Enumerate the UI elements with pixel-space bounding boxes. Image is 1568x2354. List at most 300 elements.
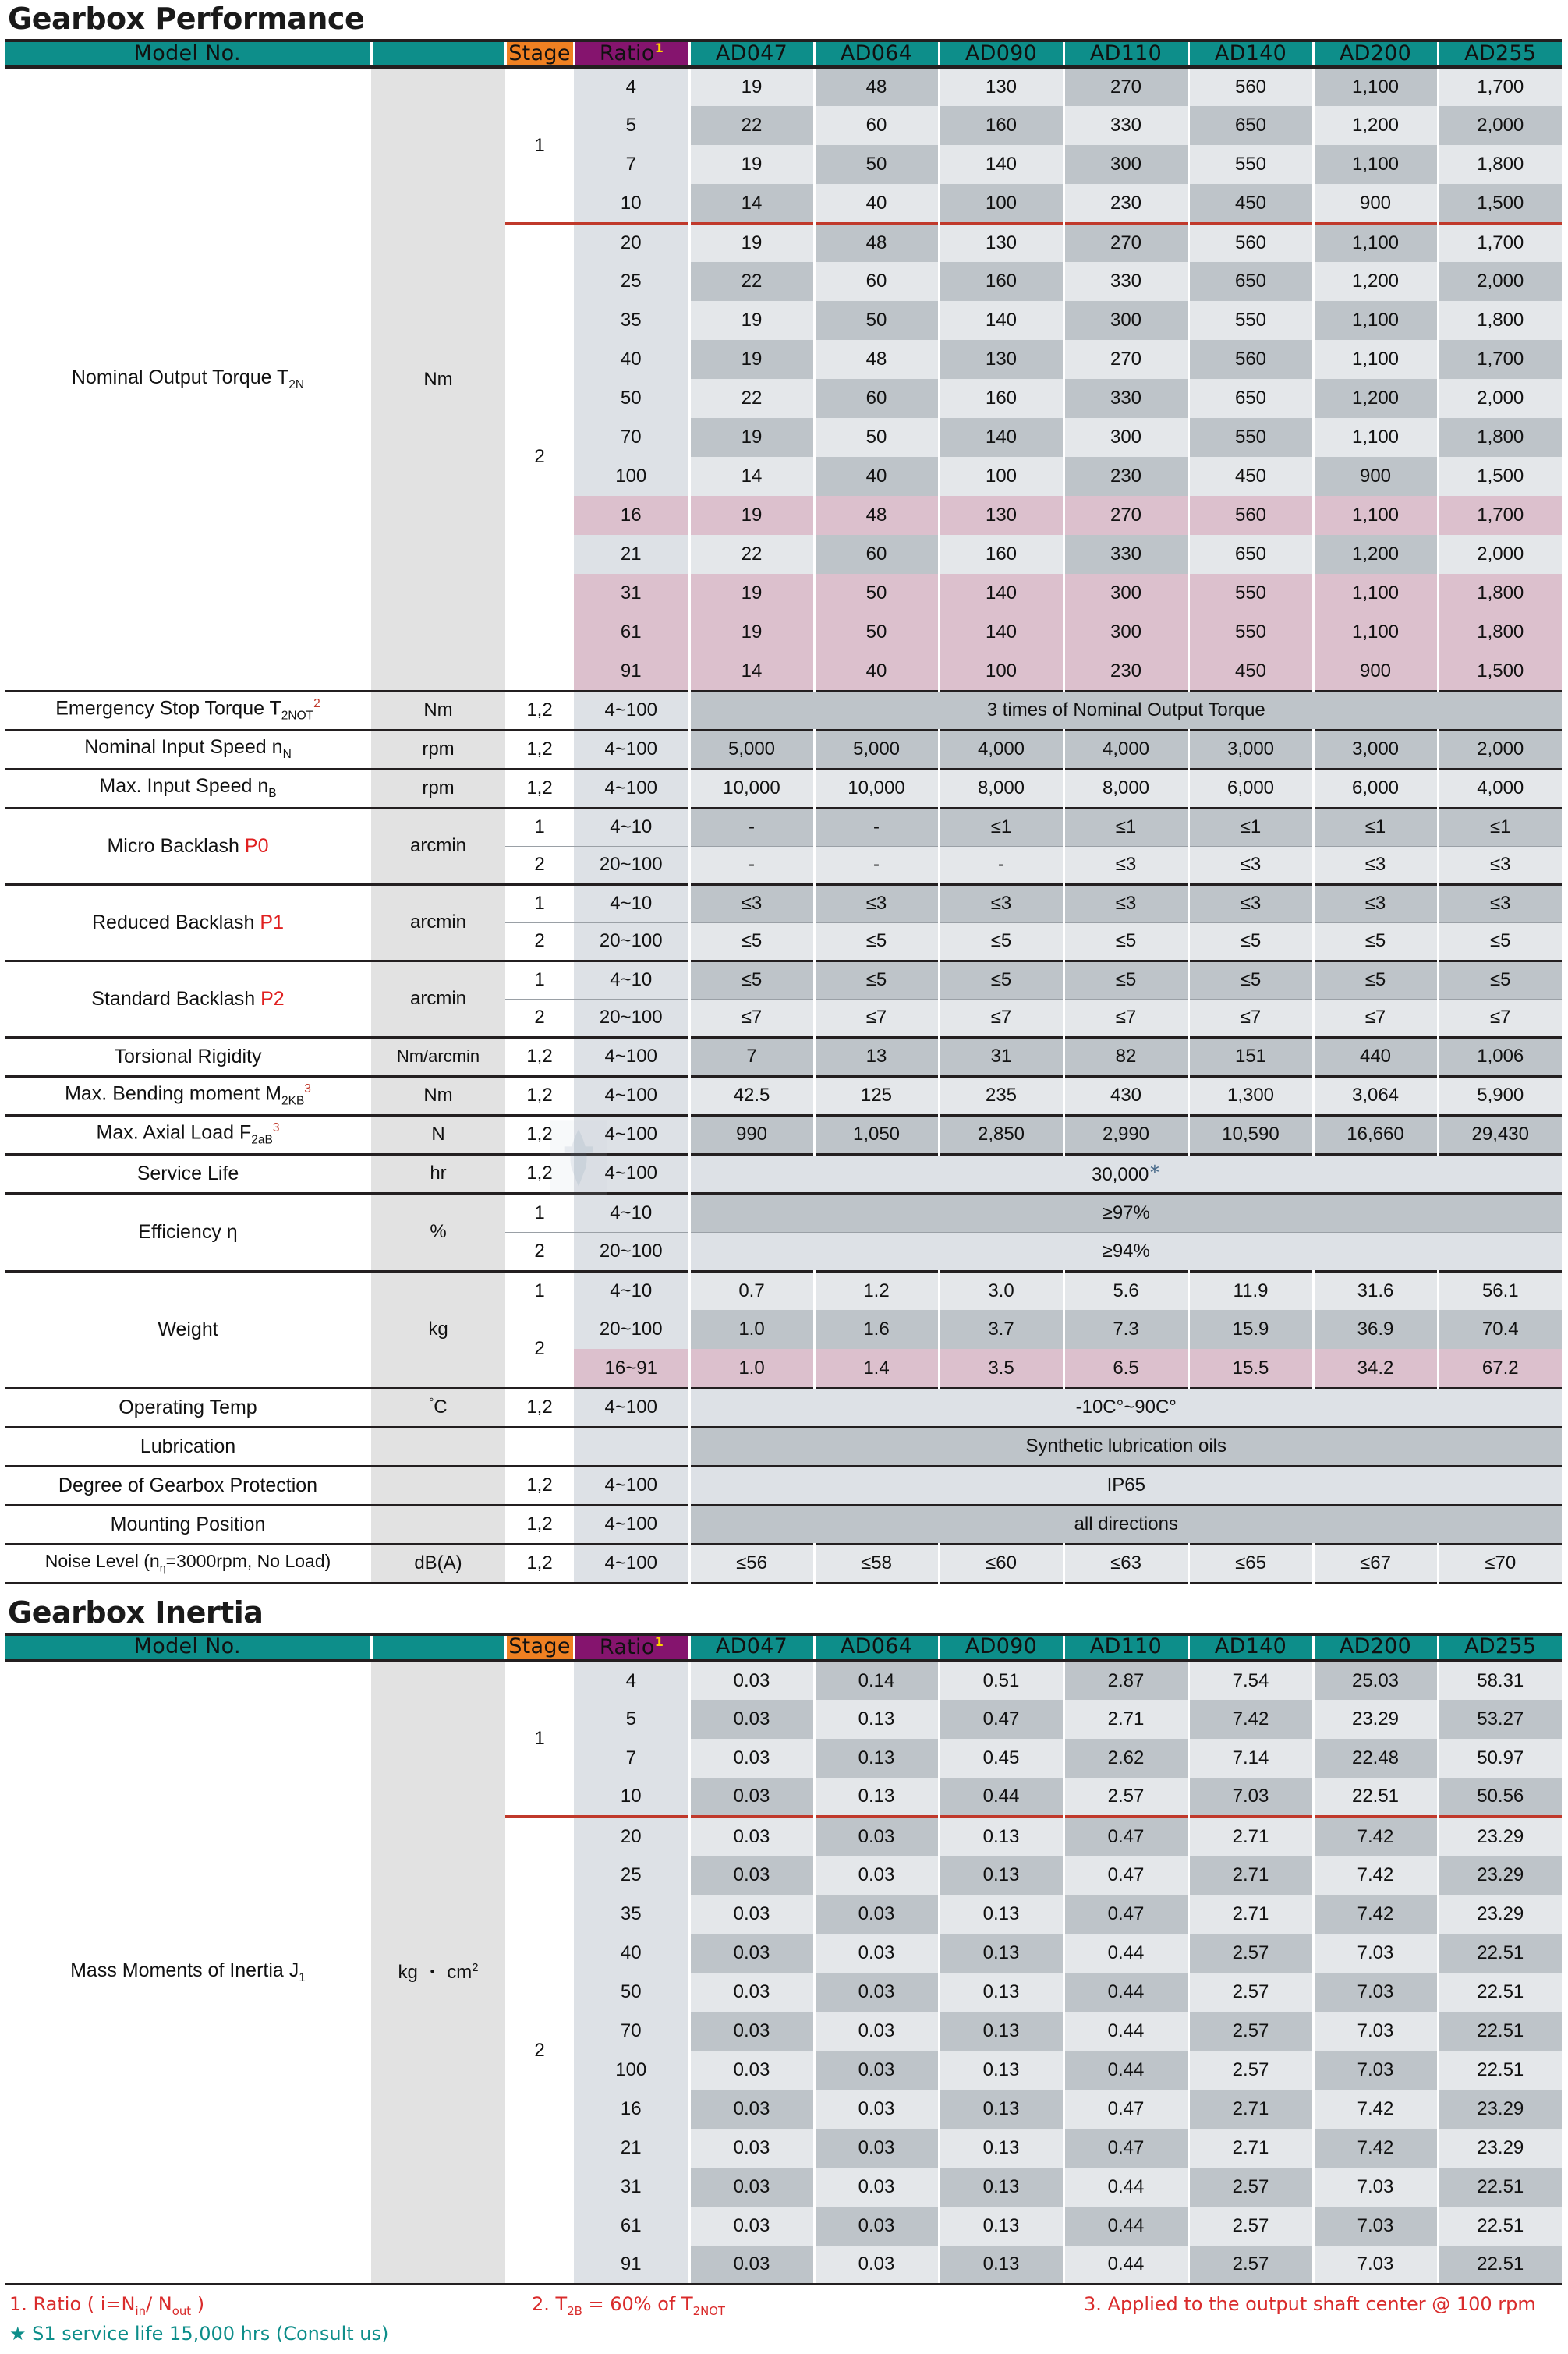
inertia-header-row: [5, 1634, 1562, 1661]
value-cell: 7.42: [1188, 1700, 1313, 1739]
value-cell: ≤3: [1064, 846, 1188, 884]
row-label-protection: Degree of Gearbox Protection: [5, 1466, 371, 1505]
ratio-cell: 4~10: [574, 884, 689, 922]
value-cell: -: [689, 846, 814, 884]
span-value-cell: 3 times of Nominal Output Torque: [689, 691, 1562, 730]
value-cell: 0.03: [689, 2090, 814, 2129]
value-cell: 0.44: [1064, 1973, 1188, 2012]
table-row: [5, 1505, 1562, 1544]
stage-2: 2: [505, 223, 574, 691]
value-cell: 0.44: [1064, 2051, 1188, 2090]
header-stage: Stage: [505, 1634, 574, 1661]
value-cell: 2.57: [1188, 2012, 1313, 2051]
value-cell: 7.03: [1313, 2012, 1438, 2051]
value-cell: 48: [814, 223, 939, 262]
value-cell: 2.62: [1064, 1739, 1188, 1778]
backlash-code-p0: P0: [244, 834, 269, 857]
value-cell: 7: [689, 1037, 814, 1076]
ratio-cell: 50: [574, 379, 689, 418]
value-cell: 270: [1064, 67, 1188, 106]
ratio-footnote-marker: 1: [654, 41, 664, 56]
ratio-footnote-marker: 1: [654, 1634, 664, 1649]
footnote-star-service-life: ★ S1 service life 15,000 hrs (Consult us): [9, 2323, 389, 2345]
value-cell: 3,000: [1188, 730, 1313, 769]
value-cell: 0.13: [814, 1739, 939, 1778]
value-cell: 230: [1064, 457, 1188, 496]
row-label-weight: Weight: [5, 1271, 371, 1388]
value-cell: 650: [1188, 106, 1313, 145]
row-label-efficiency: Efficiency η: [5, 1193, 371, 1271]
value-cell: 0.03: [689, 1895, 814, 1934]
value-cell: ≤5: [814, 922, 939, 961]
value-cell: 29,430: [1438, 1115, 1562, 1154]
row-label-max-bending-moment: Max. Bending moment $M_{2KB}^3$: [5, 1076, 371, 1115]
value-cell: 8,000: [1064, 769, 1188, 808]
value-cell: 140: [939, 145, 1064, 184]
value-cell: 0.14: [814, 1661, 939, 1700]
value-cell: 550: [1188, 574, 1313, 613]
value-cell: 2.57: [1188, 1973, 1313, 2012]
value-cell: 151: [1188, 1037, 1313, 1076]
value-cell: 1,800: [1438, 574, 1562, 613]
value-cell: 900: [1313, 184, 1438, 223]
value-cell: 16,660: [1313, 1115, 1438, 1154]
unit-reduced-backlash: arcmin: [371, 884, 505, 961]
value-cell: 330: [1064, 379, 1188, 418]
value-cell: 900: [1313, 652, 1438, 691]
value-cell: 0.13: [939, 2207, 1064, 2246]
value-cell: 19: [689, 574, 814, 613]
value-cell: ≤3: [1188, 846, 1313, 884]
row-label-operating-temp: Operating Temp: [5, 1388, 371, 1427]
value-cell: 0.13: [939, 2246, 1064, 2285]
value-cell: 25.03: [1313, 1661, 1438, 1700]
value-cell: 19: [689, 418, 814, 457]
ratio-cell: 16: [574, 2090, 689, 2129]
performance-header-row: [5, 41, 1562, 67]
value-cell: ≤5: [1064, 961, 1188, 999]
stage-cell: 1,2: [505, 691, 574, 730]
value-cell: 67.2: [1438, 1349, 1562, 1388]
value-cell: 0.44: [1064, 2207, 1188, 2246]
table-row: [5, 1037, 1562, 1076]
value-cell: 0.13: [939, 2090, 1064, 2129]
footnote-3-shaft-center: 3. Applied to the output shaft center @ 100 rpm: [1084, 2293, 1536, 2315]
value-cell: 1,700: [1438, 67, 1562, 106]
unit-micro-backlash: arcmin: [371, 808, 505, 884]
value-cell: 40: [814, 184, 939, 223]
ratio-cell: 20: [574, 223, 689, 262]
header-model-ad110: AD110: [1064, 41, 1188, 67]
value-cell: 2.57: [1188, 2246, 1313, 2285]
value-cell: 0.03: [814, 1973, 939, 2012]
ratio-cell: 7: [574, 1739, 689, 1778]
ratio-cell: 4~10: [574, 1193, 689, 1232]
header-model-ad064: AD064: [814, 41, 939, 67]
value-cell: 5.6: [1064, 1271, 1188, 1310]
value-cell: 7.42: [1313, 1895, 1438, 1934]
stage-cell: 1,2: [505, 769, 574, 808]
value-cell: ≤1: [1438, 808, 1562, 846]
value-cell: ≤7: [689, 999, 814, 1037]
table-row: [5, 1661, 1562, 1700]
value-cell: 23.29: [1438, 1817, 1562, 1856]
header-model-ad047: AD047: [689, 41, 814, 67]
unit-nominal-input-speed: rpm: [371, 730, 505, 769]
value-cell: 19: [689, 613, 814, 652]
ratio-cell: 4~100: [574, 1076, 689, 1115]
value-cell: 50: [814, 574, 939, 613]
backlash-code-p1: P1: [260, 911, 284, 933]
value-cell: 140: [939, 613, 1064, 652]
table-row: [5, 1271, 1562, 1310]
ratio-cell: 4~10: [574, 961, 689, 999]
value-cell: 0.13: [814, 1778, 939, 1817]
value-cell: 3.5: [939, 1349, 1064, 1388]
value-cell: 130: [939, 223, 1064, 262]
value-cell: 160: [939, 535, 1064, 574]
stage-cell: 1: [505, 884, 574, 922]
value-cell: 19: [689, 67, 814, 106]
value-cell: 100: [939, 457, 1064, 496]
value-cell: ≤3: [1313, 884, 1438, 922]
value-cell: 0.13: [939, 1817, 1064, 1856]
value-cell: 7.03: [1313, 1934, 1438, 1973]
value-cell: 6,000: [1313, 769, 1438, 808]
value-cell: 11.9: [1188, 1271, 1313, 1310]
value-cell: 550: [1188, 301, 1313, 340]
ratio-cell: 21: [574, 2129, 689, 2168]
value-cell: ≤56: [689, 1544, 814, 1583]
table-row: [5, 1427, 1562, 1466]
value-cell: 5,000: [689, 730, 814, 769]
inertia-title: Gearbox Inertia: [8, 1595, 264, 1630]
ratio-cell: 31: [574, 574, 689, 613]
value-cell: ≤60: [939, 1544, 1064, 1583]
value-cell: ≤3: [1188, 884, 1313, 922]
value-cell: ≤58: [814, 1544, 939, 1583]
table-row: [5, 884, 1562, 922]
stage-cell: 1,2: [505, 1037, 574, 1076]
span-value-cell: 30,000∗: [689, 1154, 1562, 1193]
ratio-cell: 20~100: [574, 999, 689, 1037]
value-cell: 4,000: [939, 730, 1064, 769]
value-cell: 300: [1064, 613, 1188, 652]
stage-cell: 1,2: [505, 1154, 574, 1193]
ratio-cell: 5: [574, 1700, 689, 1739]
ratio-cell: 4~10: [574, 1271, 689, 1310]
value-cell: 7.03: [1313, 2246, 1438, 2285]
value-cell: 1,200: [1313, 535, 1438, 574]
value-cell: 0.13: [939, 1856, 1064, 1895]
value-cell: 22.51: [1438, 2168, 1562, 2207]
stage-cell: 1,2: [505, 1388, 574, 1427]
value-cell: 0.44: [1064, 1934, 1188, 1973]
row-label-mounting-position: Mounting Position: [5, 1505, 371, 1544]
value-cell: 450: [1188, 652, 1313, 691]
value-cell: 2,000: [1438, 379, 1562, 418]
header-ratio: Ratio$^1$: [574, 41, 689, 67]
value-cell: 1,500: [1438, 652, 1562, 691]
value-cell: 560: [1188, 496, 1313, 535]
value-cell: 1,050: [814, 1115, 939, 1154]
row-label-standard-backlash: Standard Backlash P2: [5, 961, 371, 1037]
span-value-cell: ≥97%: [689, 1193, 1562, 1232]
value-cell: 1.2: [814, 1271, 939, 1310]
ratio-cell: 4~100: [574, 769, 689, 808]
value-cell: 40: [814, 457, 939, 496]
value-cell: 23.29: [1438, 2090, 1562, 2129]
value-cell: 0.03: [689, 2012, 814, 2051]
ratio-cell: 10: [574, 184, 689, 223]
row-label-mass-moments-of-inertia: Mass Moments of Inertia $J_1$: [5, 1661, 371, 2285]
ratio-cell: 40: [574, 1934, 689, 1973]
table-row: [5, 1193, 1562, 1232]
header-unit-spacer: [371, 1634, 505, 1661]
value-cell: 60: [814, 106, 939, 145]
ratio-cell: 4~100: [574, 1544, 689, 1583]
value-cell: 1,100: [1313, 145, 1438, 184]
value-cell: 2.57: [1188, 1934, 1313, 1973]
stage-cell: 1: [505, 1193, 574, 1232]
value-cell: 650: [1188, 262, 1313, 301]
value-cell: 0.03: [689, 1661, 814, 1700]
value-cell: 15.5: [1188, 1349, 1313, 1388]
value-cell: 23.29: [1438, 1856, 1562, 1895]
header-model-ad090: AD090: [939, 1634, 1064, 1661]
value-cell: 22.51: [1438, 2207, 1562, 2246]
ratio-cell: 40: [574, 340, 689, 379]
ratio-cell: 20~100: [574, 1232, 689, 1271]
header-ratio: Ratio$^1$: [574, 1634, 689, 1661]
value-cell: 0.47: [1064, 1895, 1188, 1934]
value-cell: 125: [814, 1076, 939, 1115]
unit-nominal-output-torque: Nm: [371, 67, 505, 691]
ratio-cell: 25: [574, 262, 689, 301]
value-cell: 22.51: [1438, 1973, 1562, 2012]
value-cell: 7.42: [1313, 2090, 1438, 2129]
unit-torsional-rigidity: Nm/arcmin: [371, 1037, 505, 1076]
value-cell: 2.71: [1188, 1817, 1313, 1856]
value-cell: 10,000: [689, 769, 814, 808]
value-cell: 7.03: [1313, 2168, 1438, 2207]
ratio-cell: 50: [574, 1973, 689, 2012]
value-cell: 82: [1064, 1037, 1188, 1076]
value-cell: 7.03: [1188, 1778, 1313, 1817]
value-cell: 330: [1064, 262, 1188, 301]
value-cell: ≤3: [939, 884, 1064, 922]
value-cell: ≤5: [689, 922, 814, 961]
value-cell: 160: [939, 106, 1064, 145]
stage-cell: 1: [505, 961, 574, 999]
value-cell: 0.03: [814, 2168, 939, 2207]
table-row: [5, 961, 1562, 999]
value-cell: 22: [689, 262, 814, 301]
value-cell: 440: [1313, 1037, 1438, 1076]
value-cell: ≤7: [1188, 999, 1313, 1037]
value-cell: 0.03: [689, 1856, 814, 1895]
unit-protection: [371, 1466, 505, 1505]
span-value-cell: -10C°~90C°: [689, 1388, 1562, 1427]
value-cell: 22: [689, 106, 814, 145]
unit-standard-backlash: arcmin: [371, 961, 505, 1037]
value-cell: 2.71: [1188, 1895, 1313, 1934]
value-cell: 2,000: [1438, 730, 1562, 769]
value-cell: 560: [1188, 223, 1313, 262]
value-cell: 130: [939, 340, 1064, 379]
value-cell: 130: [939, 67, 1064, 106]
row-label-max-axial-load: Max. Axial Load $F_{2aB}^3$: [5, 1115, 371, 1154]
value-cell: 53.27: [1438, 1700, 1562, 1739]
value-cell: 48: [814, 340, 939, 379]
value-cell: 550: [1188, 145, 1313, 184]
table-row: [5, 769, 1562, 808]
value-cell: 58.31: [1438, 1661, 1562, 1700]
ratio-cell: 4~100: [574, 1115, 689, 1154]
value-cell: 300: [1064, 301, 1188, 340]
unit-noise-level: dB(A): [371, 1544, 505, 1583]
value-cell: 1,100: [1313, 301, 1438, 340]
row-label-nominal-input-speed: Nominal Input Speed $n_N$: [5, 730, 371, 769]
value-cell: ≤5: [1313, 961, 1438, 999]
value-cell: 1,200: [1313, 379, 1438, 418]
value-cell: ≤5: [1188, 922, 1313, 961]
ratio-cell: 4: [574, 67, 689, 106]
value-cell: 0.03: [689, 1778, 814, 1817]
value-cell: 0.13: [939, 2168, 1064, 2207]
value-cell: 2,850: [939, 1115, 1064, 1154]
value-cell: 1,500: [1438, 457, 1562, 496]
ratio-cell: 4~10: [574, 808, 689, 846]
value-cell: 0.03: [814, 2051, 939, 2090]
value-cell: 8,000: [939, 769, 1064, 808]
header-model-ad200: AD200: [1313, 1634, 1438, 1661]
value-cell: ≤5: [1313, 922, 1438, 961]
stage-cell: 2: [505, 1310, 574, 1388]
value-cell: 0.03: [689, 1817, 814, 1856]
value-cell: 1,200: [1313, 106, 1438, 145]
span-value-cell: ≥94%: [689, 1232, 1562, 1271]
stage-2: 2: [505, 1817, 574, 2285]
value-cell: 0.03: [689, 2051, 814, 2090]
value-cell: 1,100: [1313, 496, 1438, 535]
stage-cell: 1,2: [505, 730, 574, 769]
value-cell: ≤63: [1064, 1544, 1188, 1583]
value-cell: 5,900: [1438, 1076, 1562, 1115]
value-cell: 330: [1064, 535, 1188, 574]
ratio-cell: 21: [574, 535, 689, 574]
value-cell: -: [814, 808, 939, 846]
backlash-code-p2: P2: [260, 987, 285, 1010]
value-cell: 0.13: [939, 2012, 1064, 2051]
value-cell: 10,000: [814, 769, 939, 808]
performance-title: Gearbox Performance: [8, 2, 365, 36]
row-label-micro-backlash: Micro Backlash P0: [5, 808, 371, 884]
stage-cell: 1,2: [505, 1505, 574, 1544]
value-cell: -: [689, 808, 814, 846]
ratio-cell: 70: [574, 418, 689, 457]
value-cell: 0.03: [814, 2129, 939, 2168]
table-row: [5, 67, 1562, 106]
footnotes: [8, 2293, 1562, 2354]
ratio-cell: 16: [574, 496, 689, 535]
value-cell: 50.97: [1438, 1739, 1562, 1778]
value-cell: 50.56: [1438, 1778, 1562, 1817]
value-cell: 1,100: [1313, 574, 1438, 613]
value-cell: 1,006: [1438, 1037, 1562, 1076]
value-cell: 0.03: [814, 1895, 939, 1934]
value-cell: 31: [939, 1037, 1064, 1076]
unit-emergency-stop-torque: Nm: [371, 691, 505, 730]
value-cell: 0.03: [689, 2129, 814, 2168]
value-cell: 1,100: [1313, 67, 1438, 106]
value-cell: 50: [814, 613, 939, 652]
value-cell: 450: [1188, 457, 1313, 496]
header-model-ad064: AD064: [814, 1634, 939, 1661]
value-cell: 0.45: [939, 1739, 1064, 1778]
value-cell: 22.51: [1438, 1934, 1562, 1973]
value-cell: 3.0: [939, 1271, 1064, 1310]
value-cell: 300: [1064, 145, 1188, 184]
value-cell: 230: [1064, 652, 1188, 691]
value-cell: 140: [939, 574, 1064, 613]
value-cell: ≤1: [1188, 808, 1313, 846]
value-cell: 60: [814, 379, 939, 418]
value-cell: 19: [689, 223, 814, 262]
stage-cell: 1,2: [505, 1466, 574, 1505]
stage-cell: [505, 1427, 574, 1466]
performance-table: [5, 39, 1562, 1584]
value-cell: ≤3: [1438, 846, 1562, 884]
value-cell: ≤5: [939, 961, 1064, 999]
header-model-no: Model No.: [5, 41, 371, 67]
value-cell: 2.57: [1188, 2207, 1313, 2246]
value-cell: ≤5: [1438, 922, 1562, 961]
value-cell: 0.03: [689, 2246, 814, 2285]
row-label-emergency-stop-torque: Emergency Stop Torque $T_{2NOT}^2$: [5, 691, 371, 730]
ratio-cell: 35: [574, 1895, 689, 1934]
value-cell: 36.9: [1313, 1310, 1438, 1349]
value-cell: 2.57: [1064, 1778, 1188, 1817]
value-cell: ≤70: [1438, 1544, 1562, 1583]
value-cell: 1,100: [1313, 340, 1438, 379]
stage-cell: 1,2: [505, 1115, 574, 1154]
value-cell: 19: [689, 340, 814, 379]
value-cell: 235: [939, 1076, 1064, 1115]
value-cell: 0.03: [689, 1739, 814, 1778]
ratio-cell: 4~100: [574, 730, 689, 769]
header-model-ad110: AD110: [1064, 1634, 1188, 1661]
header-model-ad140: AD140: [1188, 1634, 1313, 1661]
value-cell: ≤7: [939, 999, 1064, 1037]
value-cell: 1,700: [1438, 223, 1562, 262]
value-cell: 1,100: [1313, 223, 1438, 262]
value-cell: 23.29: [1438, 1895, 1562, 1934]
value-cell: 22: [689, 535, 814, 574]
ratio-cell: 16~91: [574, 1349, 689, 1388]
value-cell: 1,200: [1313, 262, 1438, 301]
ratio-cell: 20: [574, 1817, 689, 1856]
value-cell: ≤3: [1438, 884, 1562, 922]
value-cell: 7.42: [1313, 1817, 1438, 1856]
row-label-reduced-backlash: Reduced Backlash P1: [5, 884, 371, 961]
ratio-cell: 5: [574, 106, 689, 145]
value-cell: 0.03: [814, 1817, 939, 1856]
value-cell: 23.29: [1313, 1700, 1438, 1739]
stage-cell: 2: [505, 1232, 574, 1271]
value-cell: ≤1: [939, 808, 1064, 846]
ratio-cell: 35: [574, 301, 689, 340]
